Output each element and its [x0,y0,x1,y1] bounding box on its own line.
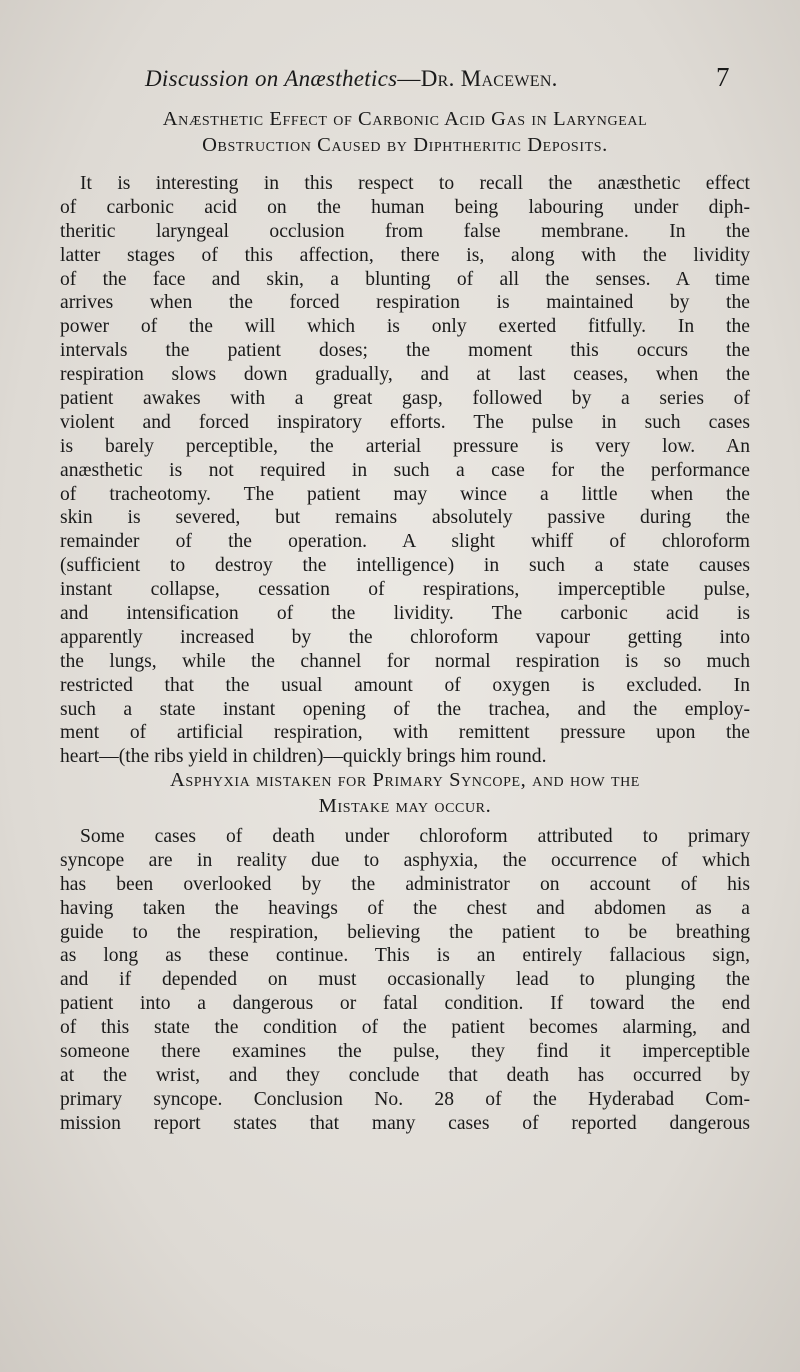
paragraph [60,172,750,769]
text-line: of carbonic acid on the human being labouring under diph- [60,196,750,218]
heading-line: Obstruction Caused by Diphtheritic Deposits. [202,134,608,156]
text-line: ment of artificial respiration, with remittent pressure upon the [60,722,750,744]
text-line: and if depended on must occasionally lead to plunging the [60,969,750,991]
text-line: at the wrist, and they conclude that death has occurred by [60,1064,750,1086]
heading-line: Asphyxia mistaken for Primary Syncope, and how the [170,769,640,791]
heading-line: Mistake may occur. [318,795,492,817]
text-line: is barely perceptible, the arterial pressure is very low. An [60,435,750,457]
text-line: mission report states that many cases of reported dangerous [60,1112,750,1134]
text-line: latter stages of this affection, there is, along with the lividity [60,244,750,266]
text-line: intervals the patient doses; the moment this occurs the [60,340,750,362]
text-line: and intensification of the lividity. The carbonic acid is [60,603,750,625]
text-line: of the face and skin, a blunting of all the senses. A time [60,268,750,290]
text-line: anæsthetic is not required in such a case for the performance [60,459,750,481]
text-line: patient into a dangerous or fatal condition. If toward the end [60,993,750,1015]
text-line: theritic laryngeal occlusion from false membrane. In the [60,220,750,242]
text-line: skin is severed, but remains absolutely passive during the [60,507,750,529]
text-line: has been overlooked by the administrator on account of his [60,873,750,895]
text-line: guide to the respiration, believing the patient to be breathing [60,921,750,943]
text-line: primary syncope. Conclusion No. 28 of the Hyderabad Com- [60,1088,750,1110]
text-line: violent and forced inspiratory efforts. The pulse in such cases [60,411,750,433]
running-head [145,66,625,92]
text-line: arrives when the forced respiration is maintained by the [60,292,750,314]
text-line: restricted that the usual amount of oxygen is excluded. In [60,674,750,696]
text-line: power of the will which is only exerted fitfully. In the [60,316,750,338]
text-line: of tracheotomy. The patient may wince a little when the [60,483,750,505]
text-line: syncope are in reality due to asphyxia, the occurrence of which [60,849,750,871]
page-number: 7 [716,62,730,92]
text-line: It is interesting in this respect to recall the anæsthetic effect [80,173,750,194]
paragraph [60,825,750,1136]
text-line: remainder of the operation. A slight whiff of chloroform [60,531,750,553]
section-heading [60,106,750,158]
text-line: someone there examines the pulse, they find it imperceptible [60,1041,750,1063]
section-heading [60,767,750,819]
text-line: Some cases of death under chloroform attributed to primary [80,826,750,847]
running-title: Discussion on Anæsthetics [145,66,398,91]
text-line: heart—(the ribs yield in children)—quickly brings him round. [60,746,547,768]
text-line: of this state the condition of the patient becomes alarming, and [60,1017,750,1039]
running-author: —Dr. Macewen. [397,66,558,91]
heading-line: Anæsthetic Effect of Carbonic Acid Gas in Laryngeal [162,108,648,130]
text-line: as long as these continue. This is an entirely fallacious sign, [60,945,750,967]
text-line: the lungs, while the channel for normal respiration is so much [60,650,750,672]
text-line: having taken the heavings of the chest and abdomen as a [60,897,750,919]
text-line: such a state instant opening of the trachea, and the employ- [60,698,750,720]
text-line: respiration slows down gradually, and at last ceases, when the [60,364,750,386]
text-line: patient awakes with a great gasp, followed by a series of [60,388,750,410]
text-line: instant collapse, cessation of respirations, imperceptible pulse, [60,579,750,601]
text-line: (sufficient to destroy the intelligence) in such a state causes [60,555,750,577]
text-line: apparently increased by the chloroform vapour getting into [60,626,750,648]
